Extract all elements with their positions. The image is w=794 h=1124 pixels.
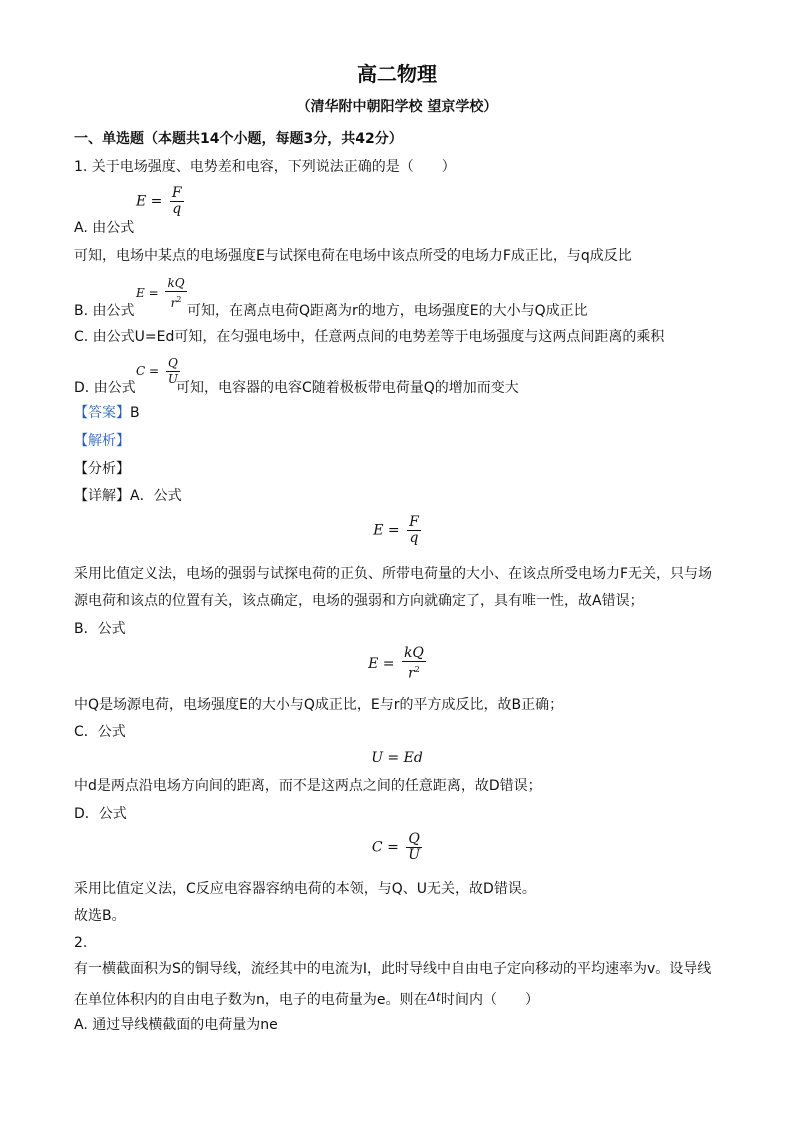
question-2-option-a: A. 通过导线横截面的电荷量为ne [74, 1017, 278, 1033]
fraction-kq-over-r2 [402, 646, 426, 682]
detail-b-label: B．公式 [74, 621, 126, 637]
formula-c-q-u [0, 832, 794, 863]
fraction-kq-over-r2 [165, 276, 186, 311]
var-r: r [170, 296, 177, 310]
fraction-q-over-u [406, 832, 422, 863]
option-d-formula [136, 356, 180, 387]
conclusion: 故选B。 [74, 908, 126, 924]
section-heading: 一、单选题（本题共14个小题，每题3分，共42分） [74, 131, 403, 147]
denominator-r2 [406, 662, 422, 682]
denominator-q: q [172, 201, 182, 217]
option-d-label: D. 由公式 [74, 380, 136, 396]
fraction-f-over-q [170, 186, 184, 217]
fraction-f-over-q [407, 515, 421, 546]
detail-d-label: D．公式 [74, 806, 127, 822]
detail-tag: 【详解】 [74, 488, 130, 504]
exponent-2: 2 [414, 665, 420, 674]
option-b-formula [136, 276, 187, 311]
formula-e-lhs: E = [136, 193, 163, 210]
option-c-text: C. 由公式U=Ed可知，在匀强电场中，任意两点间的电势差等于电场强度与这两点间距离的乘积 [74, 329, 665, 345]
numerator-kq: kQ [167, 276, 185, 290]
formula-c-lhs: C = [371, 839, 399, 856]
paragraph-c: 中d是两点沿电场方向间的距离，而不是这两点之间的任意距离，故D错误； [74, 778, 542, 794]
formula-e-lhs: E = [136, 286, 159, 300]
formula-e-f-q [0, 515, 794, 546]
exponent-2: 2 [176, 295, 182, 304]
paragraph-b: 中Q是场源电荷，电场强度E的大小与Q成正比，E与r的平方成反比，故B正确； [74, 697, 564, 713]
option-b-label: B. 由公式 [74, 303, 135, 319]
denominator-q: q [409, 530, 419, 546]
formula-e-kq-r2 [0, 646, 794, 682]
paragraph-a-1: 采用比值定义法，电场的强弱与试探电荷的正负、所带电荷量的大小、在该点所受电场力F无关，只与场 [74, 566, 713, 582]
question-2-line-2b: 时间内（ ） [441, 992, 539, 1008]
formula-u-ed: U = Ed [371, 750, 423, 766]
option-b-text: 可知，在离点电荷Q距离为r的地方，电场强度E的大小与Q成正比 [187, 303, 588, 319]
answer-value: B [130, 405, 140, 421]
question-2-line-1: 有一横截面积为S的铜导线，流经其中的电流为I，此时导线中自由电子定向移动的平均速率为v。设导线 [74, 961, 712, 977]
option-d-text: 可知，电容器的电容C随着极板带电荷量Q的增加而变大 [176, 380, 519, 396]
delta-t: Δt [427, 990, 441, 1004]
detail-a-line [74, 487, 182, 505]
paragraph-a-2: 源电荷和该点的位置有关，该点确定，电场的强弱和方向就确定了，具有唯一性，故A错误； [74, 593, 644, 609]
detail-a-label: A．公式 [130, 488, 182, 504]
denominator-u: U [167, 372, 179, 386]
formula-e-lhs: E = [373, 522, 400, 539]
paragraph-d: 采用比值定义法，C反应电容器容纳电荷的本领，与Q、U无关，故D错误。 [74, 881, 536, 897]
var-r: r [408, 665, 415, 682]
formula-e-lhs: E = [368, 655, 395, 672]
question-2-line-2a: 在单位体积内的自由电子数为n，电子的电荷量为e。则在 [74, 992, 428, 1008]
numerator-f: F [171, 185, 182, 201]
fenxi-tag: 【分析】 [74, 461, 130, 477]
analysis-tag: 【解析】 [74, 433, 130, 449]
numerator-f: F [409, 514, 419, 530]
denominator-r2 [169, 292, 184, 311]
denominator-u: U [408, 847, 421, 863]
answer-line [74, 404, 140, 422]
numerator-kq: kQ [403, 645, 424, 661]
question-1-stem: 1. 关于电场强度、电势差和电容，下列说法正确的是（ ） [74, 159, 456, 175]
answer-tag: 【答案】 [74, 405, 130, 421]
page-subtitle: （清华附中朝阳学校 望京学校） [296, 99, 498, 115]
page-title: 高二物理 [357, 62, 437, 86]
question-2-number: 2. [74, 935, 88, 951]
numerator-q: Q [168, 356, 178, 370]
option-a-text: 可知，电场中某点的电场强度E与试探电荷在电场中该点所受的电场力F成正比，与q成反比 [74, 248, 632, 264]
option-a-formula [136, 186, 184, 217]
option-a-label: A. 由公式 [74, 220, 135, 236]
formula-c-lhs: C = [136, 364, 160, 378]
question-2-line-2 [74, 988, 539, 1009]
numerator-q: Q [408, 831, 420, 847]
detail-c-label: C．公式 [74, 724, 126, 740]
